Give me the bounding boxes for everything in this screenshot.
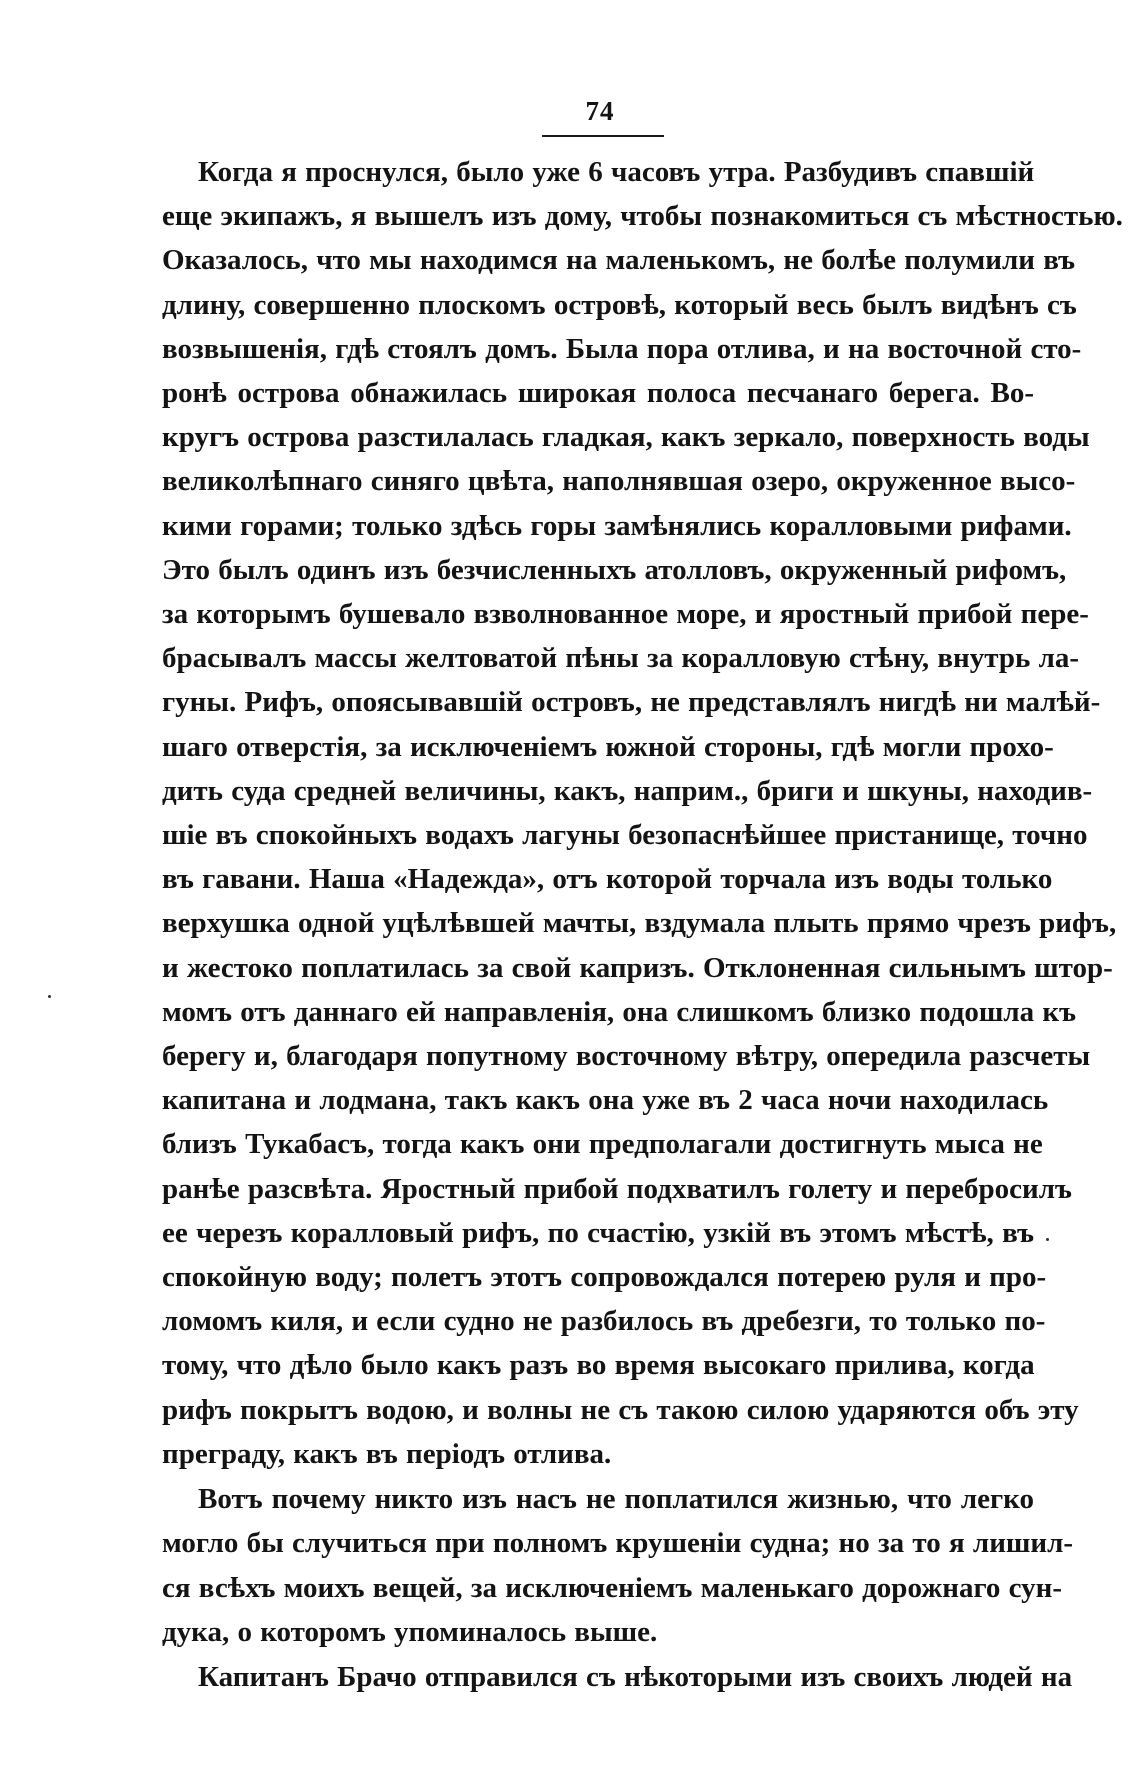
text-line: ее черезъ коралловый рифъ, по счастію, узкій въ этомъ мѣстѣ, въ [162, 1216, 1034, 1249]
text-line: гуны. Рифъ, опоясывавшій островъ, не представлялъ нигдѣ ни малѣй- [162, 686, 1101, 719]
text-line: верхушка одной уцѣлѣвшей мачты, вздумала плыть прямо чрезъ рифъ, [162, 907, 1117, 940]
text-line: брасывалъ массы желтоватой пѣны за коралловую стѣну, внутрь ла- [162, 642, 1079, 675]
text-line: рифъ покрытъ водою, и волны не съ такою силою ударяются объ эту [162, 1393, 1079, 1426]
text-line: спокойную воду; полетъ этотъ сопровождался потерею руля и про- [162, 1261, 1047, 1294]
paragraph [162, 1479, 1074, 1653]
paragraph [162, 1657, 1073, 1698]
text-line: могло бы случиться при полномъ крушеніи судна; но за то я лишил- [162, 1527, 1074, 1560]
text-line: преграду, какъ въ періодъ отлива. [162, 1437, 612, 1470]
text-line: шіе въ спокойныхъ водахъ лагуны безопаснѣйшее пристанище, точно [162, 819, 1088, 852]
text-line: великолѣпнаго синяго цвѣта, наполнявшая озеро, окруженное высо- [162, 465, 1076, 498]
page-number: 74 [585, 96, 615, 126]
text-line: еще экипажъ, я вышелъ изъ дому, чтобы познакомиться съ мѣстностью. [162, 200, 1123, 233]
page-number-rule [542, 135, 664, 137]
text-line: возвышенія, гдѣ стоялъ домъ. Была пора отлива, и на восточной сто- [162, 332, 1082, 365]
body-text [162, 152, 1123, 1698]
margin-speck [1046, 1238, 1049, 1241]
text-line: длину, совершенно плоскомъ островѣ, который весь былъ видѣнъ съ [162, 288, 1077, 321]
text-line: Это былъ одинъ изъ безчисленныхъ атолловъ, окруженный рифомъ, [162, 553, 1067, 586]
text-line: Когда я проснулся, было уже 6 часовъ утра. Разбудивъ спавшій [198, 156, 1035, 188]
text-line: Оказалось, что мы находимся на маленькомъ, не болѣе полумили въ [162, 244, 1076, 277]
text-line: Капитанъ Брачо отправился съ нѣкоторыми изъ своихъ людей на [198, 1660, 1073, 1693]
text-line: кругъ острова разстилалась гладкая, какъ зеркало, поверхность воды [162, 421, 1090, 454]
text-line: близъ Тукабасъ, тогда какъ они предполагали достигнуть мыса не [162, 1128, 1043, 1161]
paragraph [162, 152, 1123, 1475]
text-line: момъ отъ даннаго ей направленія, она слишкомъ близко подошла къ [162, 995, 1077, 1028]
margin-speck [48, 995, 51, 998]
text-line: тому, что дѣло было какъ разъ во время высокаго прилива, когда [162, 1349, 1035, 1382]
text-line: шаго отверстія, за исключеніемъ южной стороны, гдѣ могли прохо- [162, 730, 1054, 763]
text-line: капитана и лодмана, такъ какъ она уже въ 2 часа ночи находилась [162, 1084, 1049, 1117]
text-line: за которымъ бушевало взволнованное море, и яростный прибой пере- [162, 598, 1089, 631]
text-line: ронѣ острова обнажилась широкая полоса песчанаго берега. Во- [162, 377, 1034, 410]
text-line: Вотъ почему никто изъ насъ не поплатился жизнью, что легко [198, 1483, 1034, 1516]
text-line: въ гавани. Наша «Надежда», отъ которой торчала изъ воды только [162, 863, 1053, 896]
text-line: кими горами; только здѣсь горы замѣнялись коралловыми рифами. [162, 509, 1072, 542]
text-line: дука, о которомъ упоминалось выше. [162, 1615, 658, 1648]
text-line: берегу и, благодаря попутному восточному вѣтру, опередила разсчеты [162, 1040, 1091, 1073]
text-line: дить суда средней величины, какъ, наприм., бриги и шкуны, находив- [162, 774, 1093, 807]
text-line: ломомъ киля, и если судно не разбилось въ дребезги, то только по- [162, 1305, 1046, 1338]
text-line: и жестоко поплатилась за свой капризъ. Отклоненная сильнымъ штор- [162, 951, 1113, 984]
text-line: ся всѣхъ моихъ вещей, за исключеніемъ маленькаго дорожнаго сун- [162, 1571, 1063, 1604]
text-line: ранѣе разсвѣта. Яростный прибой подхватилъ голету и перебросилъ [162, 1172, 1072, 1205]
